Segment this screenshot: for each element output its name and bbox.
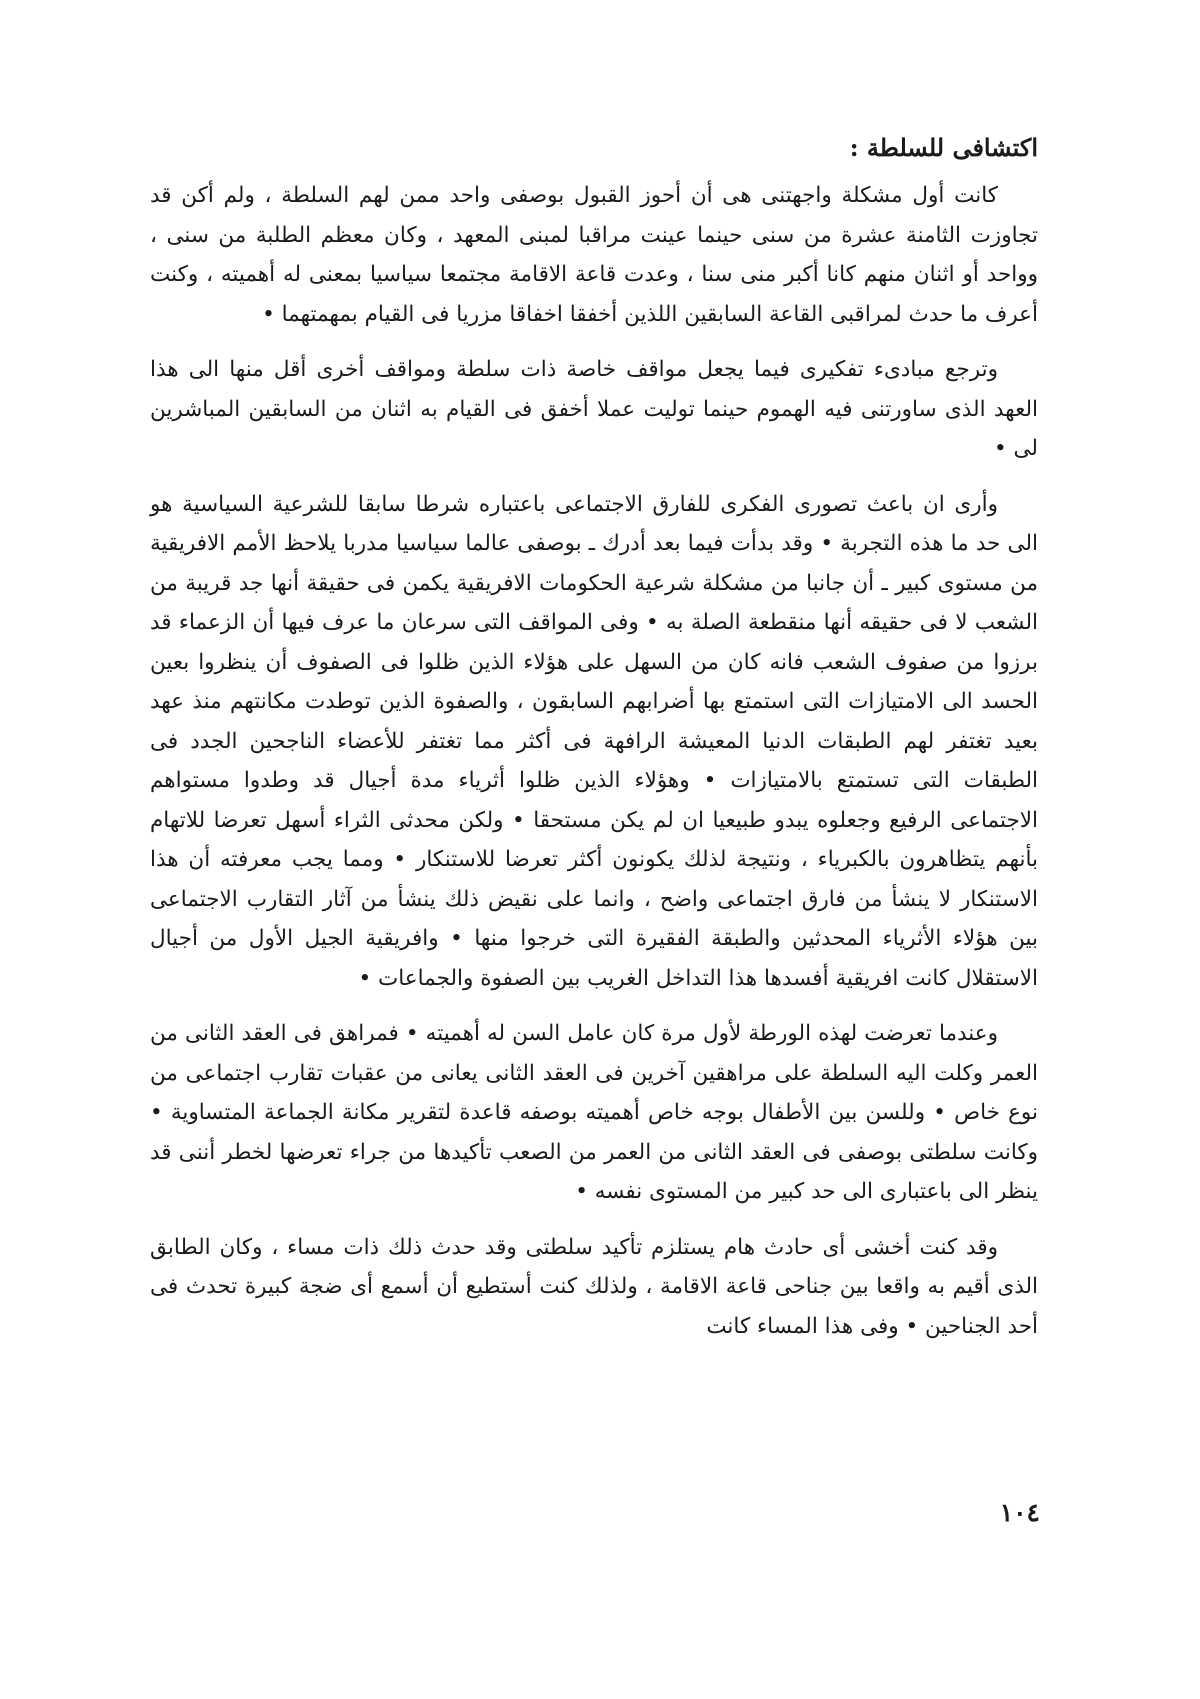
paragraph: كانت أول مشكلة واجهتنى هى أن أحوز القبول بوصفى واحد ممن لهم السلطة ، ولم أكن قد تجاوزت الثامنة عشرة من سنى حينما عينت مراقبا لمبنى المعهد ، وكان معظم الطلبة من سنى ، وواحد أو اثنان منهم كانا أكبر منى سنا ، وعدت قاعة الاقامة مجتمعا سياسيا بمعنى له أهميته ، وكنت أعرف ما حدث لمراقبى القاعة السابقين اللذين أخفقا اخفاقا مزريا فى القيام بمهمتهما •	[150, 183, 1038, 327]
paragraph: وأرى ان باعث تصورى الفكرى للفارق الاجتماعى باعتباره شرطا سابقا للشرعية السياسية هو الى حد ما هذه التجربة • وقد بدأت فيما بعد أدرك ـ بوصفى عالما سياسيا مدربا يلاحظ الأمم الافريقية من مستوى كبير ـ أن جانبا من مشكلة شرعية الحكومات الافريقية يكمن فى حقيقة أنها جد قريبة من الشعب لا فى حقيقه أنها منقطعة الصلة به • وفى المواقف التى سرعان ما عرف فيها أن الزعماء قد برزوا من صفوف الشعب فانه كان من السهل على هؤلاء الذين ظلوا فى الصفوف أن ينظروا بعين الحسد الى الامتيازات التى استمتع بها أضرابهم السابقون ، والصفوة الذين توطدت مكانتهم منذ عهد بعيد تغتفر لهم الطبقات الدنيا المعيشة الرافهة فى أكثر مما تغتفر للأعضاء الناجحين الجدد فى الطبقات التى تستمتع بالامتيازات • وهؤلاء الذين ظلوا أثرياء مدة أجيال قد وطدوا مستواهم الاجتماعى الرفيع وجعلوه يبدو طبيعيا ان لم يكن مستحقا • ولكن محدثى الثراء أسهل تعرضا للاتهام بأنهم يتظاهرون بالكبرياء ، ونتيجة لذلك يكونون أكثر تعرضا للاستنكار • ومما يجب معرفته أن هذا الاستنكار لا ينشأ من فارق اجتماعى واضح ، وانما على نقيض ذلك ينشأ من آثار التقارب الاجتماعى بين هؤلاء الأثرياء المحدثين والطبقة الفقيرة التى خرجوا منها • وافريقية الجيل الأول من أجيال الاستقلال كانت افريقية أفسدها هذا التداخل الغريب بين الصفوة والجماعات •	[150, 491, 1038, 991]
paragraph: وعندما تعرضت لهذه الورطة لأول مرة كان عامل السن له أهميته • فمراهق فى العقد الثانى من العمر وكلت اليه السلطة على مراهقين آخرين فى العقد الثانى يعانى من عقبات تقارب اجتماعى من نوع خاص • وللسن بين الأطفال بوجه خاص أهميته بوصفه قاعدة لتقرير مكانة الجماعة المتساوية • وكانت سلطتى بوصفى فى العقد الثانى من العمر من الصعب تأكيدها من جراء تعرضها لخطر أننى قد ينظر الى باعتبارى الى حد كبير من المستوى نفسه •	[150, 1021, 1038, 1204]
paragraph: وترجع مبادىء تفكيرى فيما يجعل مواقف خاصة ذات سلطة ومواقف أخرى أقل منها الى هذا العهد الذى ساورتنى فيه الهموم حينما توليت عملا أخفق فى القيام به اثنان من السابقين المباشرين لى •	[150, 357, 1038, 461]
page-number: ١٠٤	[999, 1498, 1040, 1527]
section-heading: اكتشافى للسلطة :	[849, 133, 1038, 162]
page-body	[150, 128, 1038, 1362]
paragraph: وقد كنت أخشى أى حادث هام يستلزم تأكيد سلطتى وقد حدث ذلك ذات مساء ، وكان الطابق الذى أقيم به واقعا بين جناحى قاعة الاقامة ، ولذلك كنت أستطيع أن أسمع أى ضجة كبيرة تحدث فى أحد الجناحين • وفى هذا المساء كانت	[150, 1234, 1038, 1339]
